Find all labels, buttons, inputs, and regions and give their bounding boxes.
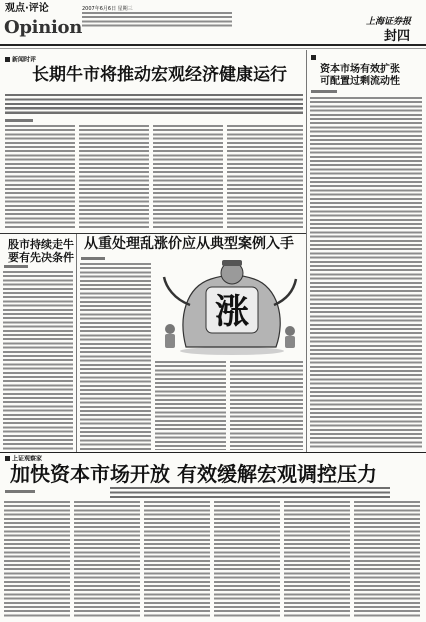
middle-story-headline: 从重处理乱涨价应从典型案例入手 <box>84 236 294 252</box>
cartoon-arm-left <box>164 277 190 305</box>
cartoon-illustration <box>156 257 302 357</box>
cartoon-arm-right <box>274 279 296 305</box>
masthead-rule-thin <box>0 48 426 49</box>
bottom-story-body-col-1 <box>4 501 70 618</box>
issue-date: 2007年6月6日 星期三 <box>82 6 133 12</box>
newspaper-name: 上海证券报 <box>366 17 412 27</box>
top-story-body-col-1 <box>5 125 75 229</box>
bottom-story-lead <box>110 487 390 498</box>
square-bullet-icon <box>5 57 10 62</box>
left-column-author <box>4 265 28 268</box>
section-title: 观点·评论 <box>5 3 49 14</box>
masthead-rule <box>0 44 426 46</box>
top-story-body-col-3 <box>153 125 223 229</box>
middle-story-author <box>81 257 105 260</box>
page-number: 封四 <box>384 29 411 44</box>
top-story-body-col-4 <box>227 125 303 229</box>
left-column-headline-line2: 要有先决条件 <box>8 251 74 264</box>
right-column-headline-line1: 资本市场有效扩张 <box>320 64 400 75</box>
square-bullet-icon <box>5 456 10 461</box>
section-divider-middle <box>0 233 306 234</box>
bottom-story-body-col-4 <box>214 501 280 618</box>
cartoon-small-figure-left-body <box>165 334 175 348</box>
bottom-story-headline: 加快资本市场开放 有效缓解宏观调控压力 <box>10 462 377 486</box>
left-column-body <box>3 271 73 450</box>
cartoon-small-figure-left-head <box>165 324 175 334</box>
section-divider-bottom <box>0 452 426 453</box>
cartoon-sign-text: 涨 <box>215 292 249 332</box>
column-divider-right <box>306 50 307 452</box>
top-story-label <box>5 57 36 64</box>
section-title-english: Opinion <box>4 17 83 38</box>
column-divider-left <box>76 234 77 452</box>
bottom-story-label-text: 上证观察家 <box>12 455 43 463</box>
right-column-author <box>311 90 337 93</box>
right-column-body <box>310 97 422 450</box>
right-column-label <box>311 55 318 62</box>
right-column-headline-line2: 可配置过剩流动性 <box>320 76 400 87</box>
middle-story-body-col-1 <box>80 263 151 450</box>
masthead-editor-lines <box>82 12 232 29</box>
top-story-body-col-2 <box>79 125 149 229</box>
cartoon-small-figure-right-head <box>285 326 295 336</box>
middle-story-body-col-3 <box>230 361 303 450</box>
left-column-headline-line1: 股市持续走牛 <box>8 238 74 251</box>
bottom-story-author <box>5 490 35 493</box>
top-story-label-text: 新闻时评 <box>12 56 37 64</box>
top-story-headline: 长期牛市将推动宏观经济健康运行 <box>32 65 287 85</box>
cartoon-hat <box>222 260 242 266</box>
square-bullet-icon <box>311 55 316 60</box>
cartoon-shadow <box>180 347 284 355</box>
bottom-story-body-col-3 <box>144 501 210 618</box>
bottom-story-body-col-5 <box>284 501 350 618</box>
top-story-author <box>5 119 33 122</box>
top-story-lead <box>5 94 303 115</box>
bottom-story-body-col-6 <box>354 501 420 618</box>
bottom-story-body-col-2 <box>74 501 140 618</box>
cartoon-small-figure-right-body <box>285 336 295 348</box>
middle-story-body-col-2 <box>155 361 226 450</box>
